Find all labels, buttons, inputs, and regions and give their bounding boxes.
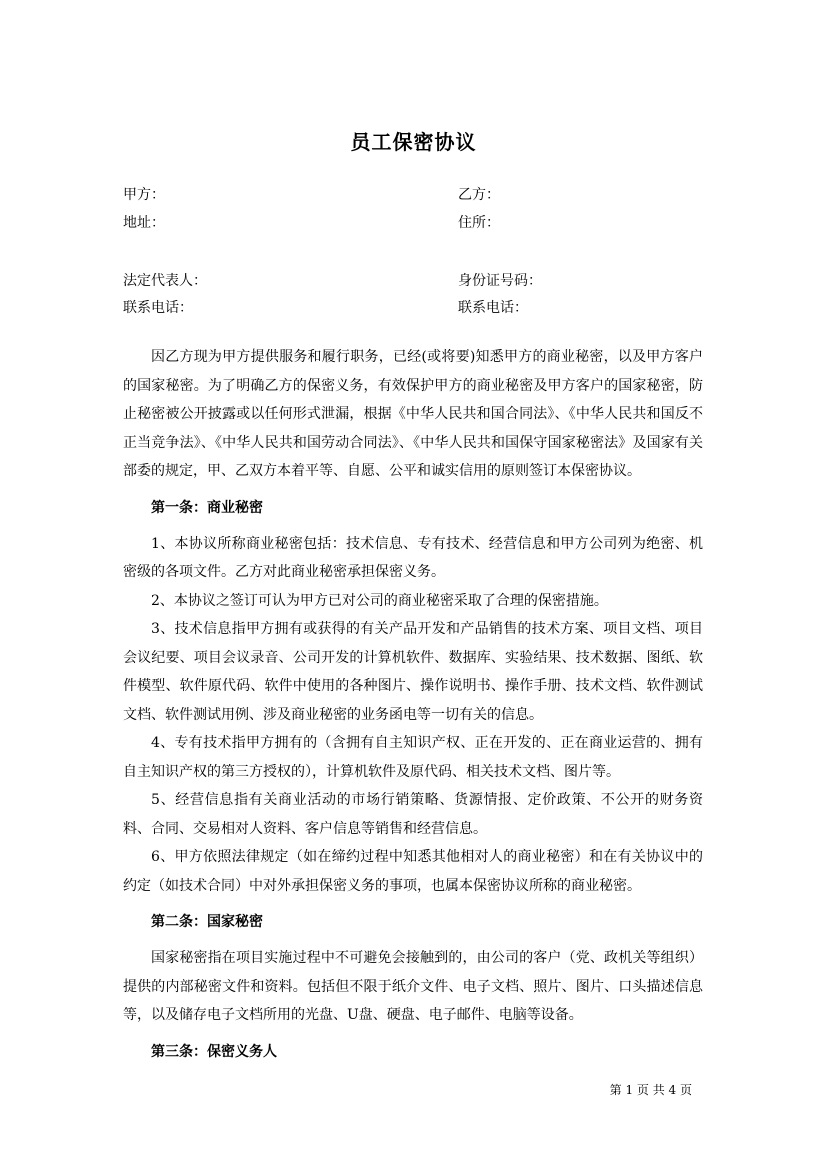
document-title: 员工保密协议 bbox=[350, 130, 477, 154]
article-1-heading: 第一条：商业秘密 bbox=[151, 499, 263, 516]
article-3-heading: 第三条：保密义务人 bbox=[151, 1043, 277, 1060]
article-1-item: 3、技术信息指甲方拥有或获得的有关产品开发和产品销售的技术方案、项目文档、项目会议纪要、项目会议录音、公司开发的计算机软件、数据库、实验结果、技术数据、图纸、软件模型、软件原代码、软件中使用的各种图片、操作说明书、操作手册、技术文档、软件测试文档、软件测试用例、涉及商业秘密的业务函电等一切有关的信息。 bbox=[123, 621, 703, 723]
phone-b-label: 联系电话： bbox=[458, 300, 528, 316]
page-footer: 第 1 页 共 4 页 bbox=[609, 1083, 692, 1097]
article-2-text: 国家秘密指在项目实施过程中不可避免会接触到的，由公司的客户（党、政机关等组织）提供的内部秘密文件和资料。包括但不限于纸介文件、电子文档、照片、图片、口头描述信息等，以及储存电子文档所用的光盘、U盘、硬盘、电子邮件、电脑等设备。 bbox=[123, 950, 703, 1023]
intro-paragraph: 因乙方现为甲方提供服务和履行职务，已经(或将要)知悉甲方的商业秘密，以及甲方客户的国家秘密。为了明确乙方的保密义务，有效保护甲方的商业秘密及甲方客户的国家秘密，防止秘密被公开披露或以任何形式泄漏，根据《中华人民共和国合同法》、《中华人民共和国反不正当竞争法》、《中华人民共和国劳动合同法》、《中华人民共和国保守国家秘密法》及国家有关部委的规定，甲、乙双方本着平等、自愿、公平和诚实信用的原则签订本保密协议。 bbox=[123, 349, 703, 479]
party-a-label: 甲方： bbox=[123, 187, 165, 203]
article-1-item: 5、经营信息指有关商业活动的市场行销策略、货源情报、定价政策、不公开的财务资料、合同、交易相对人资料、客户信息等销售和经营信息。 bbox=[123, 792, 703, 837]
legal-rep-label: 法定代表人： bbox=[123, 273, 207, 289]
phone-a-label: 联系电话： bbox=[123, 300, 193, 316]
article-1-item: 4、专有技术指甲方拥有的（含拥有自主知识产权、正在开发的、正在商业运营的、拥有自主知识产权的第三方授权的），计算机软件及原代码、相关技术文档、图片等。 bbox=[123, 735, 703, 780]
residence-label: 住所： bbox=[458, 215, 500, 231]
article-1-item: 2、本协议之签订可认为甲方已对公司的商业秘密采取了合理的保密措施。 bbox=[151, 592, 608, 609]
party-row-1 bbox=[123, 184, 703, 208]
party-row-3 bbox=[123, 270, 703, 294]
article-1-item: 1、本协议所称商业秘密包括：技术信息、专有技术、经营信息和甲方公司列为绝密、机密级的各项文件。乙方对此商业秘密承担保密义务。 bbox=[123, 535, 703, 580]
party-row-4 bbox=[123, 297, 703, 321]
id-number-label: 身份证号码： bbox=[458, 273, 542, 289]
document-body bbox=[123, 343, 703, 1074]
party-row-2 bbox=[123, 212, 703, 236]
article-1-item: 6、甲方依照法律规定（如在缔约过程中知悉其他相对人的商业秘密）和在有关协议中的约定（如技术合同）中对外承担保密义务的事项，也属本保密协议所称的商业秘密。 bbox=[123, 849, 703, 894]
address-label: 地址： bbox=[123, 215, 165, 231]
party-b-label: 乙方： bbox=[458, 187, 500, 203]
article-2-heading: 第二条：国家秘密 bbox=[151, 914, 263, 930]
